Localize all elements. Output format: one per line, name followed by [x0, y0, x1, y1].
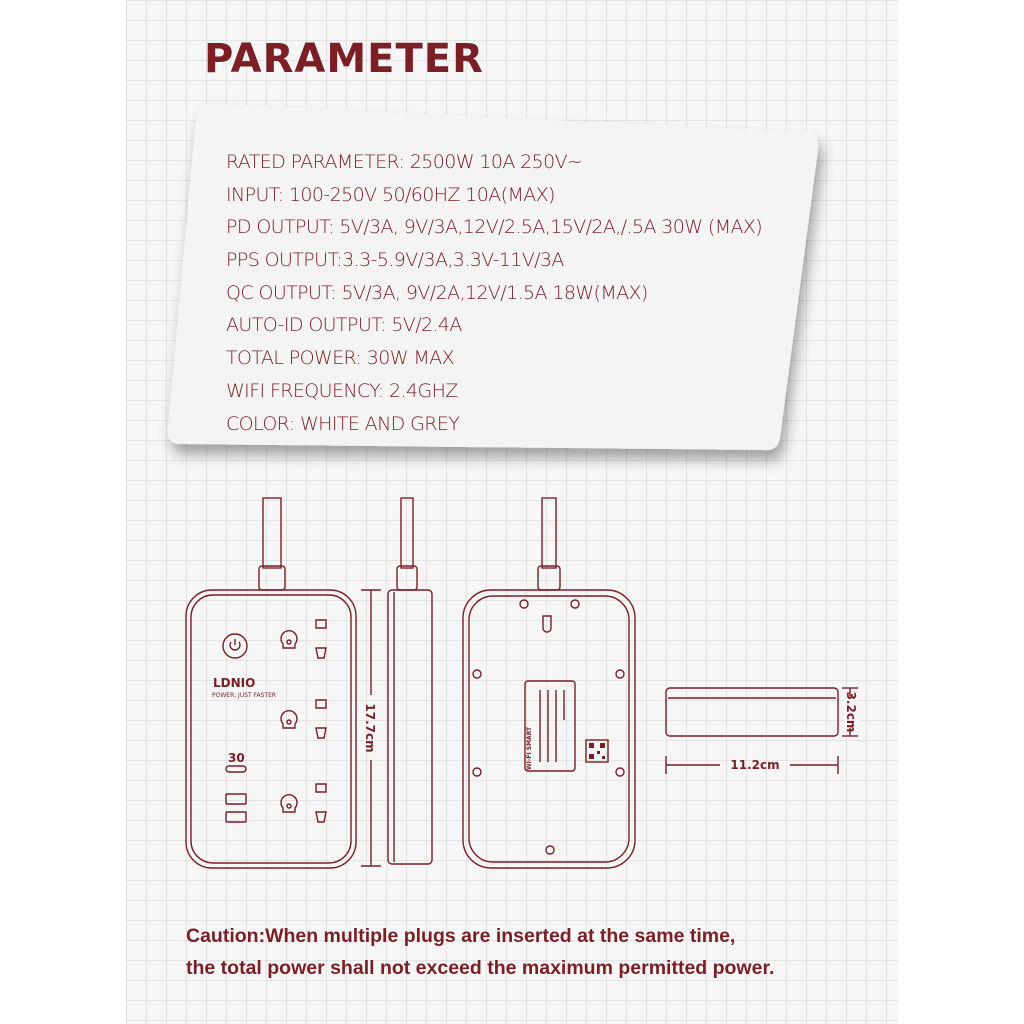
label-text: WI-FI SMART — [526, 726, 533, 770]
height-dimension — [361, 590, 381, 866]
caution-line-1: Caution:When multiple plugs are inserted at the same time, — [186, 925, 736, 947]
spec-item: WIFI FREQUENCY: 2.4GHZ — [226, 379, 458, 402]
spec-item: PD OUTPUT: 5V/3A, 9V/3A,12V/2.5A,15V/2A,/.5A 30W (MAX) — [226, 216, 763, 239]
depth-dimension — [842, 688, 858, 736]
top-view — [666, 688, 838, 736]
spec-item: AUTO-ID OUTPUT: 5V/2.4A — [226, 314, 462, 337]
brand-logo: LDNIO — [213, 676, 256, 690]
front-view — [186, 498, 356, 868]
caution-line-2: the total power shall not exceed the maximum permitted power. — [186, 957, 775, 979]
usb-c-port — [226, 766, 246, 772]
spec-item: TOTAL POWER: 30W MAX — [226, 347, 454, 370]
side-view — [388, 498, 432, 864]
spec-item: QC OUTPUT: 5V/3A, 9V/2A,12V/1.5A 18W(MAX) — [226, 281, 648, 304]
spec-item: PPS OUTPUT:3.3-5.9V/3A,3.3V-11V/3A — [226, 249, 564, 272]
power-button-icon — [223, 634, 247, 658]
height-label: 17.7cm — [363, 703, 377, 753]
spec-item: RATED PARAMETER: 2500W 10A 250V~ — [226, 151, 583, 173]
page-title: PARAMETER — [204, 36, 484, 82]
spec-item: COLOR: WHITE AND GREY — [226, 412, 460, 435]
width-label: 11.2cm — [730, 758, 780, 772]
port-badge: 30 — [228, 751, 245, 765]
width-dimension — [666, 756, 838, 774]
hang-hole-icon — [543, 616, 551, 632]
usb-a-port-1 — [226, 794, 246, 804]
back-view — [463, 498, 635, 868]
brand-tagline: POWER, JUST FASTER — [212, 692, 277, 699]
spec-item: INPUT: 100-250V 50/60HZ 10A(MAX) — [226, 183, 555, 206]
socket-1 — [281, 620, 326, 658]
socket-3 — [281, 784, 326, 822]
depth-label: 3.2cm — [844, 691, 858, 733]
product-label — [525, 681, 608, 771]
caution-note — [186, 920, 774, 984]
usb-a-port-2 — [226, 812, 246, 822]
socket-2 — [281, 700, 326, 738]
